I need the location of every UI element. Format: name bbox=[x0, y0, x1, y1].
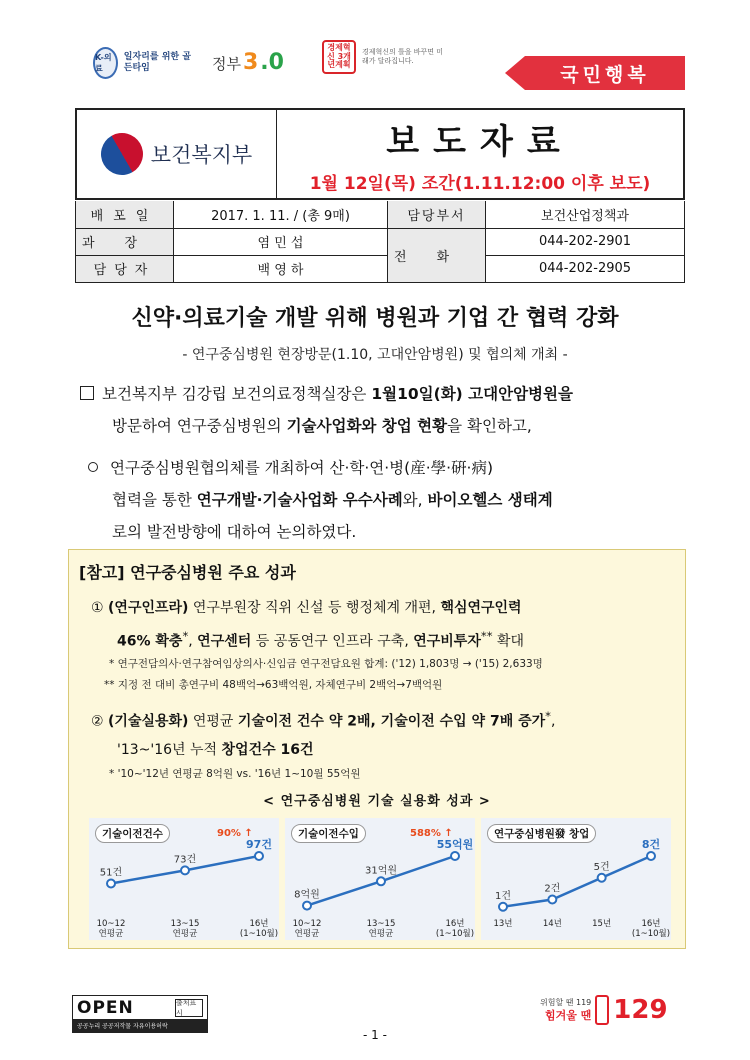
item1-bold2: 46% 확충 bbox=[117, 633, 183, 650]
staff-name: 백 영 하 bbox=[174, 255, 388, 282]
department: 보건산업정책과 bbox=[486, 201, 685, 228]
p1-text-d: 기술사업화와 창업 현황 bbox=[286, 417, 448, 435]
data-label: 8건 bbox=[641, 838, 661, 851]
data-label: 5건 bbox=[593, 861, 610, 873]
item2-text2: '13~'16년 누적 bbox=[117, 741, 222, 758]
p2-text-b: 협력을 통한 bbox=[112, 491, 197, 509]
national-happiness-ribbon: 국민행복 bbox=[525, 56, 685, 90]
tick-label: 13년 bbox=[493, 919, 513, 929]
page-title: 보도자료 bbox=[386, 122, 574, 162]
p2-text-c: 연구개발·기술사업화 우수사례 bbox=[196, 491, 403, 509]
item2-text: 연평균 bbox=[188, 713, 238, 730]
k-medical-badge: K-의료 bbox=[93, 47, 118, 79]
economic-innovation-logo bbox=[322, 40, 447, 74]
tick-label: 13~15 bbox=[170, 919, 200, 929]
chart-title: 기술이전건수 bbox=[95, 824, 170, 843]
chart-annotation: 588% ↑ bbox=[410, 828, 453, 839]
release-date: 2017. 1. 11. / (총 9매) bbox=[174, 201, 388, 228]
innovation-badge: 경제혁신 3개년계획 bbox=[322, 40, 356, 74]
data-label: 55억원 bbox=[436, 838, 474, 851]
tick-label: 15년 bbox=[592, 919, 612, 929]
tick-label: 연평균 bbox=[368, 929, 394, 939]
square-bullet-icon bbox=[80, 386, 94, 400]
chart-startups bbox=[481, 818, 671, 940]
data-label: 8억원 bbox=[294, 889, 320, 901]
item2-sup: * bbox=[545, 709, 551, 723]
reference-title: [참고] 연구중심병원 주요 성과 bbox=[79, 563, 296, 582]
chart-annotation: 90% ↑ bbox=[217, 828, 253, 839]
ref-item-1 bbox=[91, 594, 681, 656]
data-label: 2건 bbox=[544, 883, 561, 895]
item1-head: (연구인프라) bbox=[108, 600, 189, 616]
data-label: 97건 bbox=[246, 838, 272, 851]
note-2: ** 지정 전 대비 총연구비 48백억→63백억원, 자체연구비 2백억→7백억원 bbox=[104, 679, 443, 691]
ministry-name: 보건복지부 bbox=[150, 143, 253, 167]
hotline-number: 129 bbox=[613, 995, 668, 1025]
tick-label: 10~12 bbox=[96, 919, 126, 929]
data-point bbox=[548, 896, 556, 904]
page-number: - 1 - bbox=[363, 1028, 387, 1042]
item2-bold: 기술이전 건수 약 2배, 기술이전 수입 약 7배 증가 bbox=[237, 713, 546, 730]
paragraph-2 bbox=[80, 452, 685, 548]
release-info-table bbox=[75, 201, 685, 283]
data-point bbox=[377, 877, 385, 885]
tick-label: 연평균 bbox=[172, 929, 198, 939]
hotline-logo bbox=[540, 995, 668, 1025]
charts-caption: < 연구중심병원 기술 실용화 성과 > bbox=[263, 794, 491, 809]
item2-num: ② bbox=[91, 713, 109, 730]
taegeuk-icon bbox=[93, 125, 150, 182]
p1-text-c: 방문하여 연구중심병원의 bbox=[112, 417, 287, 435]
chief-name: 염 민 섭 bbox=[174, 228, 388, 255]
item1-text: 연구부원장 직위 신설 등 행정체계 개편, bbox=[188, 600, 441, 616]
item1-num: ① bbox=[91, 600, 109, 616]
ministry-block bbox=[77, 110, 277, 198]
tick-label: 14년 bbox=[542, 919, 562, 929]
data-point bbox=[181, 866, 189, 874]
chart-title: 기술이전수입 bbox=[291, 824, 366, 843]
p1-text-b: 1월10일(화) 고대안암병원을 bbox=[371, 385, 573, 403]
gov-logo-num2: .0 bbox=[260, 50, 284, 75]
data-point bbox=[255, 852, 263, 860]
item1-bold4: 연구비투자 bbox=[413, 633, 481, 650]
data-label: 1건 bbox=[494, 890, 512, 902]
chart-transfer-income bbox=[285, 818, 475, 940]
title-block bbox=[277, 110, 683, 198]
phone-1: 044-202-2901 bbox=[486, 228, 685, 255]
press-header bbox=[75, 108, 685, 200]
item2-comma: , bbox=[550, 713, 556, 730]
ref-item-2 bbox=[91, 702, 681, 764]
label-release-date: 배포일 bbox=[76, 201, 174, 228]
tick-label: 연평균 bbox=[294, 929, 320, 939]
hotline-big: 힘겨울 땐 bbox=[544, 1008, 592, 1022]
label-staff: 담당자 bbox=[76, 255, 174, 282]
tick-label: (1~10월) bbox=[631, 929, 671, 939]
government-3-logo bbox=[212, 50, 284, 75]
tick-label: 연평균 bbox=[98, 929, 124, 939]
p2-text-a: 연구중심병원협의체를 개최하여 산·학·연·병(産·學·硏·病) bbox=[110, 459, 494, 477]
p1-text-e: 을 확인하고, bbox=[447, 417, 532, 435]
tick-label: (1~10월) bbox=[239, 929, 279, 939]
chart-title: 연구중심병원發 창업 bbox=[487, 824, 596, 843]
reference-box bbox=[68, 549, 686, 949]
item1-bold: 핵심연구인력 bbox=[440, 600, 522, 616]
sub-headline: - 연구중심병원 현장방문(1.10, 고대안암병원) 및 협의체 개최 - bbox=[182, 347, 568, 363]
attribution-icon: 출처표시 bbox=[175, 999, 203, 1017]
p2-text-f: 로의 발전방향에 대하여 논의하였다. bbox=[112, 523, 357, 541]
data-label: 31억원 bbox=[364, 865, 398, 877]
item1-comma: , bbox=[188, 633, 198, 650]
data-label: 73건 bbox=[173, 854, 197, 866]
phone-icon bbox=[595, 995, 609, 1025]
label-chief: 과장 bbox=[76, 228, 174, 255]
data-point bbox=[451, 852, 459, 860]
label-phone: 전화 bbox=[388, 228, 486, 282]
circle-bullet-icon bbox=[88, 462, 98, 472]
p2-text-d: 와, bbox=[402, 491, 428, 509]
embargo-date: 1월 12일(목) 조간(1.11.12:00 이후 보도) bbox=[309, 174, 651, 194]
data-label: 51건 bbox=[99, 867, 123, 879]
note-3: * '10~'12년 연평균 8억원 vs. '16년 1~10월 55억원 bbox=[109, 768, 361, 780]
gov-logo-num: 3 bbox=[242, 50, 259, 75]
headline: 신약·의료기술 개발 위해 병원과 기업 간 협력 강화 bbox=[131, 306, 619, 331]
data-point bbox=[303, 902, 311, 910]
open-word: OPEN bbox=[77, 997, 134, 1018]
item2-head: (기술실용화) bbox=[108, 713, 189, 730]
tick-label: 16년 bbox=[641, 919, 661, 929]
hotline-small: 위험할 땐 119 bbox=[540, 997, 592, 1007]
chart-transfer-count bbox=[89, 818, 279, 940]
data-point bbox=[598, 874, 606, 882]
phone-2: 044-202-2905 bbox=[486, 255, 685, 282]
label-department: 담당부서 bbox=[388, 201, 486, 228]
gov-logo-text: 정부 bbox=[212, 55, 241, 73]
data-point bbox=[107, 880, 115, 888]
p1-text-a: 보건복지부 김강립 보건의료정책실장은 bbox=[102, 385, 372, 403]
item1-sup2: ** bbox=[480, 629, 493, 643]
p2-text-e: 바이오헬스 생태계 bbox=[427, 491, 553, 509]
innovation-text: 경제혁신의 틀을 바꾸면 미래가 달라집니다. bbox=[362, 47, 444, 65]
item1-text2: 등 공동연구 인프라 구축, bbox=[251, 633, 414, 650]
data-point bbox=[647, 852, 655, 860]
k-medical-text: 일자리를 위한 골든타임 bbox=[123, 51, 191, 73]
note-1: * 연구전담의사·연구참여임상의사·신임금 연구전담요원 합계: ('12) 1,803명 → ('15) 2,633명 bbox=[109, 658, 543, 670]
tick-label: (1~10월) bbox=[435, 929, 475, 939]
tick-label: 16년 bbox=[445, 919, 465, 929]
item1-tail: 확대 bbox=[492, 633, 525, 650]
item1-bold3: 연구센터 bbox=[197, 633, 252, 650]
series-line bbox=[503, 856, 651, 907]
open-caption: 공공누리 공공저작물 자유이용허락 bbox=[73, 1019, 207, 1032]
paragraph-1 bbox=[80, 378, 685, 442]
tick-label: 13~15 bbox=[366, 919, 396, 929]
tick-label: 10~12 bbox=[292, 919, 322, 929]
data-point bbox=[499, 903, 507, 911]
tick-label: 16년 bbox=[249, 919, 269, 929]
item1-sup1: * bbox=[182, 629, 189, 643]
k-medical-logo bbox=[93, 45, 193, 80]
item2-bold2: 창업건수 16건 bbox=[221, 741, 314, 758]
